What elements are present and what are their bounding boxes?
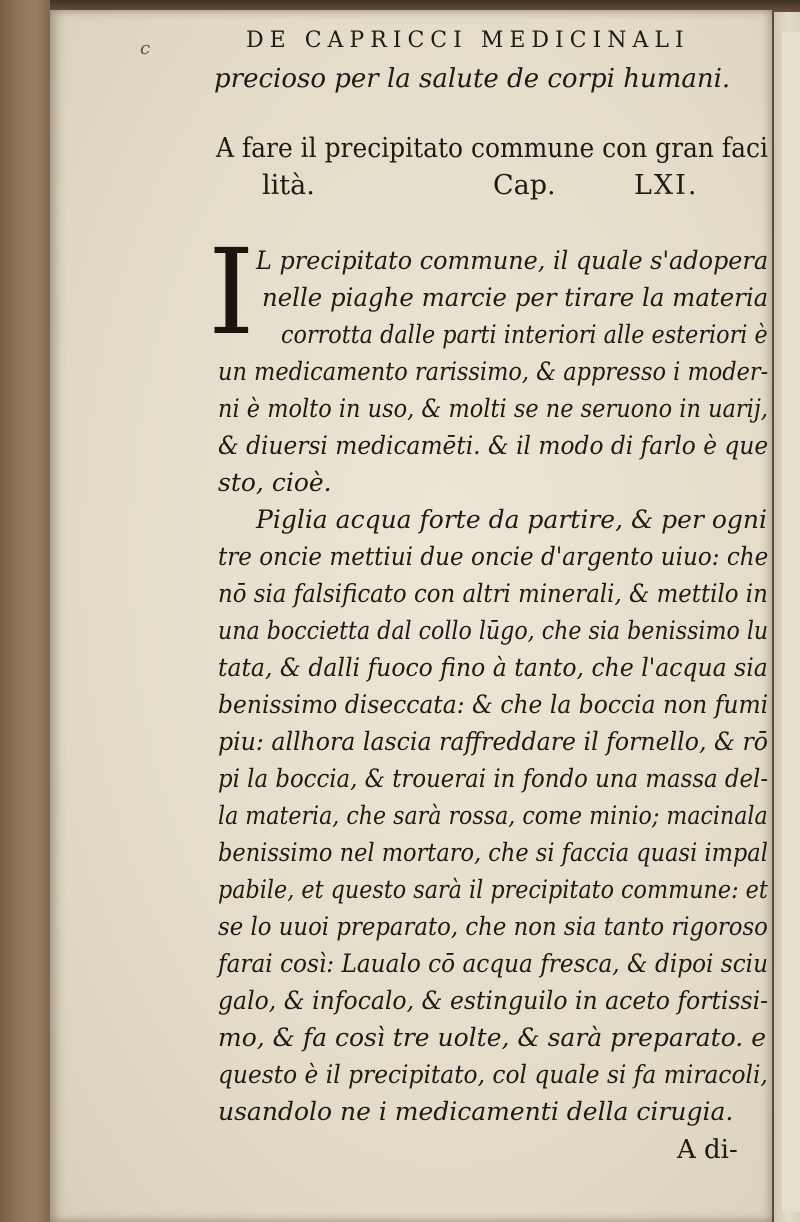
- carryover-line: precioso per la salute de corpi humani.: [214, 64, 731, 94]
- book-spine: [0, 0, 50, 1222]
- text-line: galo, & infocalo, & estinguilo in aceto fortissi-: [218, 986, 769, 1015]
- text-line: ni è molto in uso, & molti se ne seruono in uarij,: [218, 394, 768, 423]
- text-line: nō sia falsificato con altri minerali, & mettilo in: [218, 579, 768, 608]
- drop-cap: I: [208, 223, 255, 361]
- text-line: & diuersi medicamēti. & il modo di farlo è que: [218, 431, 769, 460]
- text-line: benissimo diseccata: & che la boccia non fumi: [218, 690, 769, 719]
- running-head: DE CAPRICCI MEDICINALI: [246, 28, 690, 53]
- chapter-number: LXI.: [634, 170, 699, 201]
- text-line: corrotta dalle parti interiori alle esteriori è: [281, 320, 768, 349]
- text-line: piu: allhora lascia raffreddare il fornello, & rō: [218, 727, 769, 756]
- chapter-cap-label: Cap.: [493, 170, 556, 201]
- text-line: pabile, et questo sarà il precipitato commune: et: [218, 875, 768, 904]
- text-line: Piglia acqua forte da partire, & per ogni: [256, 505, 768, 534]
- text-line: farai così: Laualo cō acqua fresca, & dipoi sciu: [218, 949, 769, 978]
- adjacent-page-edge: [772, 12, 800, 1222]
- text-line: L precipitato commune, il quale s'adopera: [256, 246, 769, 275]
- text-line: tata, & dalli fuoco fino à tanto, che l'acqua sia: [218, 653, 768, 682]
- chapter-title-line2: lità.: [262, 170, 315, 201]
- text-line: benissimo nel mortaro, che si faccia quasi impal: [218, 838, 768, 867]
- text-line: mo, & fa così tre uolte, & sarà preparato. e: [218, 1023, 766, 1052]
- text-line: tre oncie mettiui due oncie d'argento uiuo: che: [218, 542, 769, 571]
- text-line: sto, cioè.: [218, 468, 332, 497]
- text-line: un medicamento rarissimo, & appresso i moder-: [218, 357, 769, 386]
- chapter-title-line1: A fare il precipitato commune con gran faci: [216, 133, 768, 164]
- text-line: usandolo ne i medicamenti della cirugia.: [218, 1097, 734, 1126]
- margin-mark: c: [140, 38, 151, 59]
- catchword: A di-: [677, 1135, 738, 1165]
- text-line: questo è il precipitato, col quale si fa miracoli,: [218, 1060, 768, 1089]
- text-line: una boccietta dal collo lūgo, che sia benissimo lu: [218, 616, 769, 645]
- text-line: la materia, che sarà rossa, come minio; macinala: [218, 801, 768, 830]
- text-line: se lo uuoi preparato, che non sia tanto rigoroso: [218, 912, 768, 941]
- text-line: pi la boccia, & trouerai in fondo una massa del-: [218, 764, 769, 793]
- text-line: nelle piaghe marcie per tirare la materia: [262, 283, 769, 312]
